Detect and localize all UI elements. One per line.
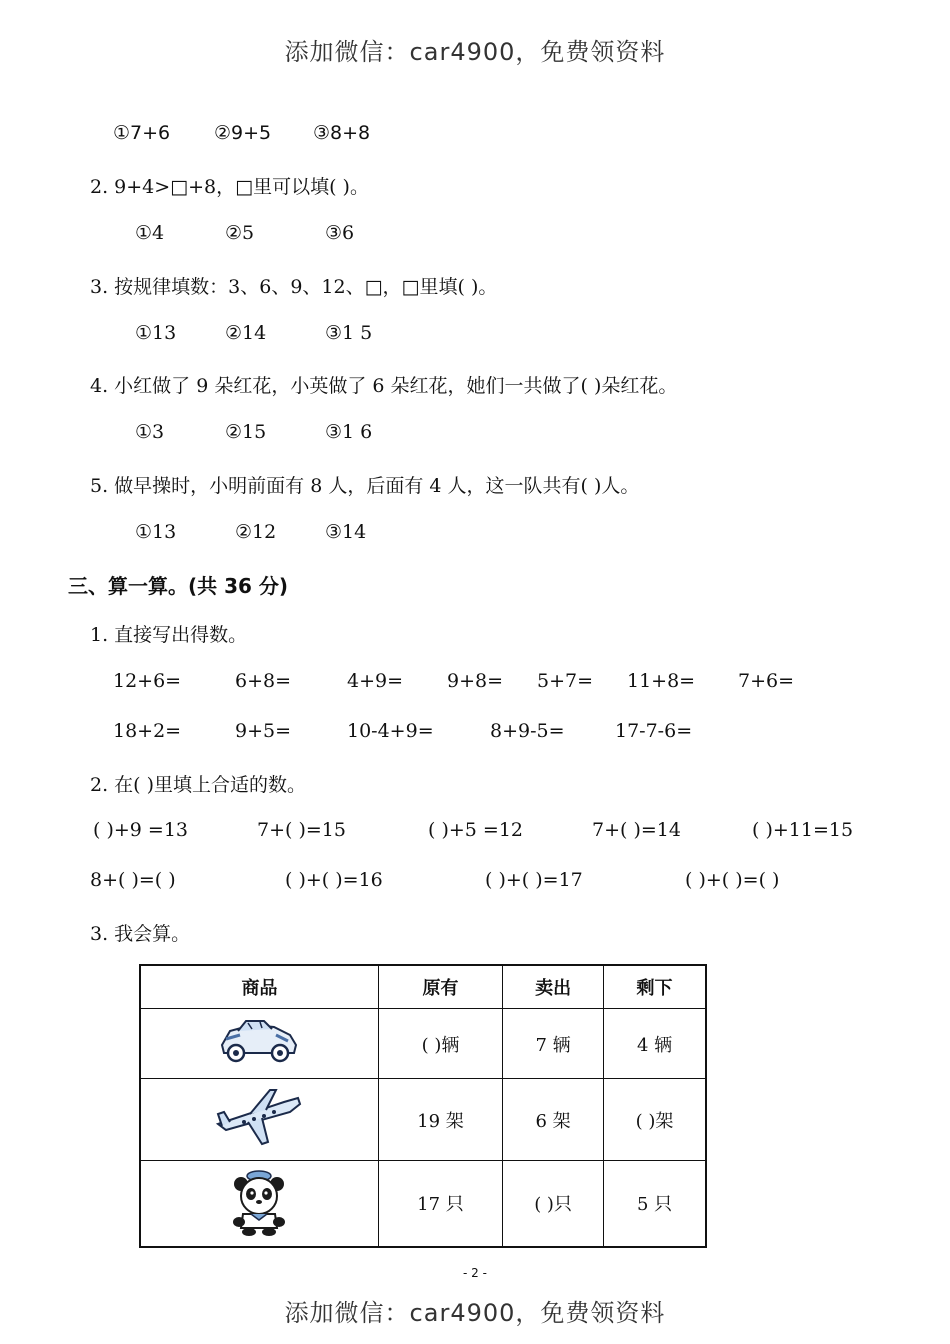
goods-table <box>139 964 707 1248</box>
sold-cell: ( )只 <box>503 1161 604 1247</box>
header-original: 原有 <box>378 965 502 1009</box>
fill-1-3: ( )+5 =12 <box>428 819 524 841</box>
section3-title: 三、算一算。(共 36 分) <box>68 574 289 598</box>
fill-2-1: 8+( )=( ) <box>90 869 176 891</box>
q5-option-1: ①13 <box>135 521 177 543</box>
q3-option-3: ③1 5 <box>325 322 373 344</box>
table-row <box>140 1009 706 1079</box>
calc-1-4: 9+8= <box>447 670 504 692</box>
q4-option-1: ①3 <box>135 421 165 443</box>
table-header-row <box>140 965 706 1009</box>
calc-1-1: 12+6= <box>113 670 182 692</box>
fill-2-4: ( )+( )=( ) <box>685 869 780 891</box>
q2-stem: 2. 9+4>□+8，□里可以填( )。 <box>90 176 369 198</box>
q1-option-3: ③8+8 <box>313 122 371 144</box>
q3-option-2: ②14 <box>225 322 267 344</box>
calc-2-3: 10-4+9= <box>347 720 434 742</box>
original-cell: ( )辆 <box>378 1009 502 1079</box>
page-number: - 2 - <box>463 1266 487 1280</box>
q5-option-2: ②12 <box>235 521 277 543</box>
fill-1-4: 7+( )=14 <box>592 819 681 841</box>
q2-option-3: ③6 <box>325 222 355 244</box>
header-left: 剩下 <box>604 965 706 1009</box>
q2-option-2: ②5 <box>225 222 255 244</box>
q5-stem: 5. 做早操时，小明前面有 8 人，后面有 4 人，这一队共有( )人。 <box>90 475 640 497</box>
watermark-top: 添加微信：car4900，免费领资料 <box>284 38 666 66</box>
goods-cell <box>140 1161 378 1247</box>
q4-option-2: ②15 <box>225 421 267 443</box>
calc-2-2: 9+5= <box>235 720 292 742</box>
fill-2-3: ( )+( )=17 <box>485 869 583 891</box>
p2-title: 2. 在( )里填上合适的数。 <box>90 774 307 796</box>
calc-2-4: 8+9-5= <box>490 720 565 742</box>
panda-icon <box>229 1166 289 1236</box>
calc-2-5: 17-7-6= <box>615 720 693 742</box>
calc-1-2: 6+8= <box>235 670 292 692</box>
calc-1-7: 7+6= <box>738 670 795 692</box>
calc-1-5: 5+7= <box>537 670 594 692</box>
sold-cell: 6 架 <box>503 1079 604 1161</box>
table-row <box>140 1079 706 1161</box>
p3-title: 3. 我会算。 <box>90 923 191 945</box>
q5-option-3: ③14 <box>325 521 367 543</box>
fill-1-5: ( )+11=15 <box>752 819 854 841</box>
left-cell: 4 辆 <box>604 1009 706 1079</box>
header-sold: 卖出 <box>503 965 604 1009</box>
q3-stem: 3. 按规律填数：3、6、9、12、□，□里填( )。 <box>90 276 498 298</box>
table-row <box>140 1161 706 1247</box>
car-icon <box>216 1013 302 1069</box>
fill-1-2: 7+( )=15 <box>257 819 346 841</box>
fill-1-1: ( )+9 =13 <box>93 819 189 841</box>
q2-option-1: ①4 <box>135 222 165 244</box>
original-cell: 17 只 <box>378 1161 502 1247</box>
p1-title: 1. 直接写出得数。 <box>90 624 248 646</box>
airplane-icon <box>214 1084 304 1150</box>
q4-stem: 4. 小红做了 9 朵红花，小英做了 6 朵红花，她们一共做了( )朵红花。 <box>90 375 678 397</box>
q1-option-1: ①7+6 <box>113 122 171 144</box>
q4-option-3: ③1 6 <box>325 421 373 443</box>
original-cell: 19 架 <box>378 1079 502 1161</box>
watermark-bottom: 添加微信：car4900，免费领资料 <box>284 1299 666 1327</box>
q3-option-1: ①13 <box>135 322 177 344</box>
left-cell: ( )架 <box>604 1079 706 1161</box>
calc-1-6: 11+8= <box>627 670 696 692</box>
header-goods: 商品 <box>140 965 378 1009</box>
calc-2-1: 18+2= <box>113 720 182 742</box>
goods-cell <box>140 1009 378 1079</box>
q1-option-2: ②9+5 <box>214 122 272 144</box>
fill-2-2: ( )+( )=16 <box>285 869 383 891</box>
goods-cell <box>140 1079 378 1161</box>
sold-cell: 7 辆 <box>503 1009 604 1079</box>
left-cell: 5 只 <box>604 1161 706 1247</box>
calc-1-3: 4+9= <box>347 670 404 692</box>
